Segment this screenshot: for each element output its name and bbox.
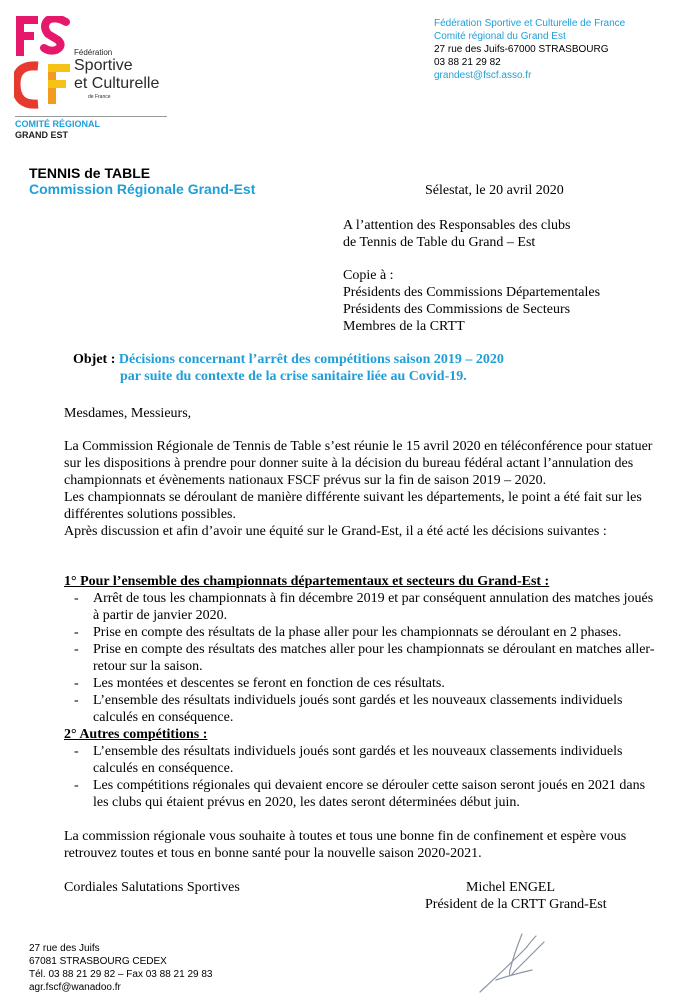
logo-region: GRAND EST xyxy=(15,130,69,140)
signatory-title: Président de la CRTT Grand-Est xyxy=(425,897,607,912)
footer-line: 67081 STRASBOURG CEDEX xyxy=(29,956,167,967)
section1-heading: 1° Pour l’ensemble des championnats départementaux et secteurs du Grand-Est : xyxy=(64,574,550,589)
logo-text-sportive: Sportive xyxy=(74,57,133,74)
header-address: 27 rue des Juifs-67000 STRASBOURG xyxy=(434,44,609,55)
section1-list xyxy=(64,590,661,726)
footer-address xyxy=(29,942,212,994)
copy-line: Présidents des Commissions de Secteurs xyxy=(343,302,571,317)
footer-line: Tél. 03 88 21 29 82 – Fax 03 88 21 29 83 xyxy=(29,969,213,980)
list-item: - Prise en compte des résultats des matches aller pour les championnats se déroulant en matches aller-retour sur la saison. xyxy=(74,642,655,674)
subject-block xyxy=(73,351,504,385)
copy-line: Membres de la CRTT xyxy=(343,319,465,334)
fscf-logo xyxy=(14,16,174,136)
recipients-block xyxy=(343,217,570,251)
intro-paragraphs xyxy=(64,438,664,540)
recipients-line: de Tennis de Table du Grand – Est xyxy=(343,235,536,250)
list-item: - L’ensemble des résultats individuels joués sont gardés et les nouveaux classements individuels calculés en conséquence. xyxy=(74,693,623,725)
logo-text-de-france: de France xyxy=(88,94,111,100)
copy-block xyxy=(343,267,600,335)
section2-heading: 2° Autres compétitions : xyxy=(64,727,208,742)
doc-title: TENNIS de TABLE xyxy=(29,165,151,181)
copy-line: Présidents des Commissions Départementales xyxy=(343,285,601,300)
list-item: - Les compétitions régionales qui devaient encore se dérouler cette saison seront joués en 2021 dans les clubs qui étaient prévus en 2020, les dates seront déterminées début juin. xyxy=(74,778,646,810)
paragraph: Les championnats se déroulant de manière différente suivant les départements, le point a été fait sur les différentes solutions possibles. xyxy=(64,490,642,522)
header-org: Fédération Sportive et Culturelle de France xyxy=(434,18,626,29)
letter-date: Sélestat, le 20 avril 2020 xyxy=(425,183,564,198)
paragraph: Après discussion et afin d’avoir une équité sur le Grand-Est, il a été acté les décisions suivantes : xyxy=(64,524,607,539)
header-committee: Comité régional du Grand Est xyxy=(434,31,566,42)
doc-subtitle: Commission Régionale Grand-Est xyxy=(29,181,256,197)
recipients-line: A l’attention des Responsables des clubs xyxy=(343,218,571,233)
logo-comite: COMITÉ RÉGIONAL xyxy=(15,119,100,129)
subject-line: Décisions concernant l’arrêt des compétitions saison 2019 – 2020 xyxy=(118,352,504,367)
footer-email[interactable]: agr.fscf@wanadoo.fr xyxy=(29,982,121,993)
signatory-name: Michel ENGEL xyxy=(466,880,556,895)
salutation: Mesdames, Messieurs, xyxy=(64,406,192,421)
regards: Cordiales Salutations Sportives xyxy=(64,880,240,895)
list-item: - Prise en compte des résultats de la phase aller pour les championnats se déroulant en 2 phases. xyxy=(74,625,622,640)
section2-list xyxy=(64,743,661,811)
list-item: - Arrêt de tous les championnats à fin décembre 2019 et par conséquent annulation des matches joués à partir de janvier 2020. xyxy=(74,591,654,623)
header-address-block xyxy=(434,17,625,82)
subject-label: Objet : xyxy=(73,352,116,367)
paragraph: La Commission Régionale de Tennis de Table s’est réunie le 15 avril 2020 en téléconférence pour statuer sur les dispositions à prendre pour donner suite à la décision du bureau fédéral actant l’annulation des championnats et évènements nationaux FSCF prévus sur la fin de saison 2019 – 2020. xyxy=(64,439,653,488)
subject-line: par suite du contexte de la crise sanitaire liée au Covid-19. xyxy=(120,369,467,384)
footer-line: 27 rue des Juifs xyxy=(29,943,100,954)
closing-paragraph: La commission régionale vous souhaite à toutes et tous une bonne fin de confinement et espère vous retrouvez toutes et tous en bonne santé pour la nouvelle saison 2020-2021. xyxy=(64,829,627,861)
handwritten-signature xyxy=(474,930,554,996)
list-item: - L’ensemble des résultats individuels joués sont gardés et les nouveaux classements individuels calculés en conséquence. xyxy=(74,744,623,776)
header-phone: 03 88 21 29 82 xyxy=(434,57,501,68)
logo-divider xyxy=(15,116,167,117)
header-email[interactable]: grandest@fscf.asso.fr xyxy=(434,70,532,81)
copy-label: Copie à : xyxy=(343,268,394,283)
logo-text-federation: Fédération xyxy=(74,48,113,57)
list-item: - Les montées et descentes se feront en fonction de ces résultats. xyxy=(74,676,445,691)
logo-text-culturelle: et Culturelle xyxy=(74,75,160,92)
